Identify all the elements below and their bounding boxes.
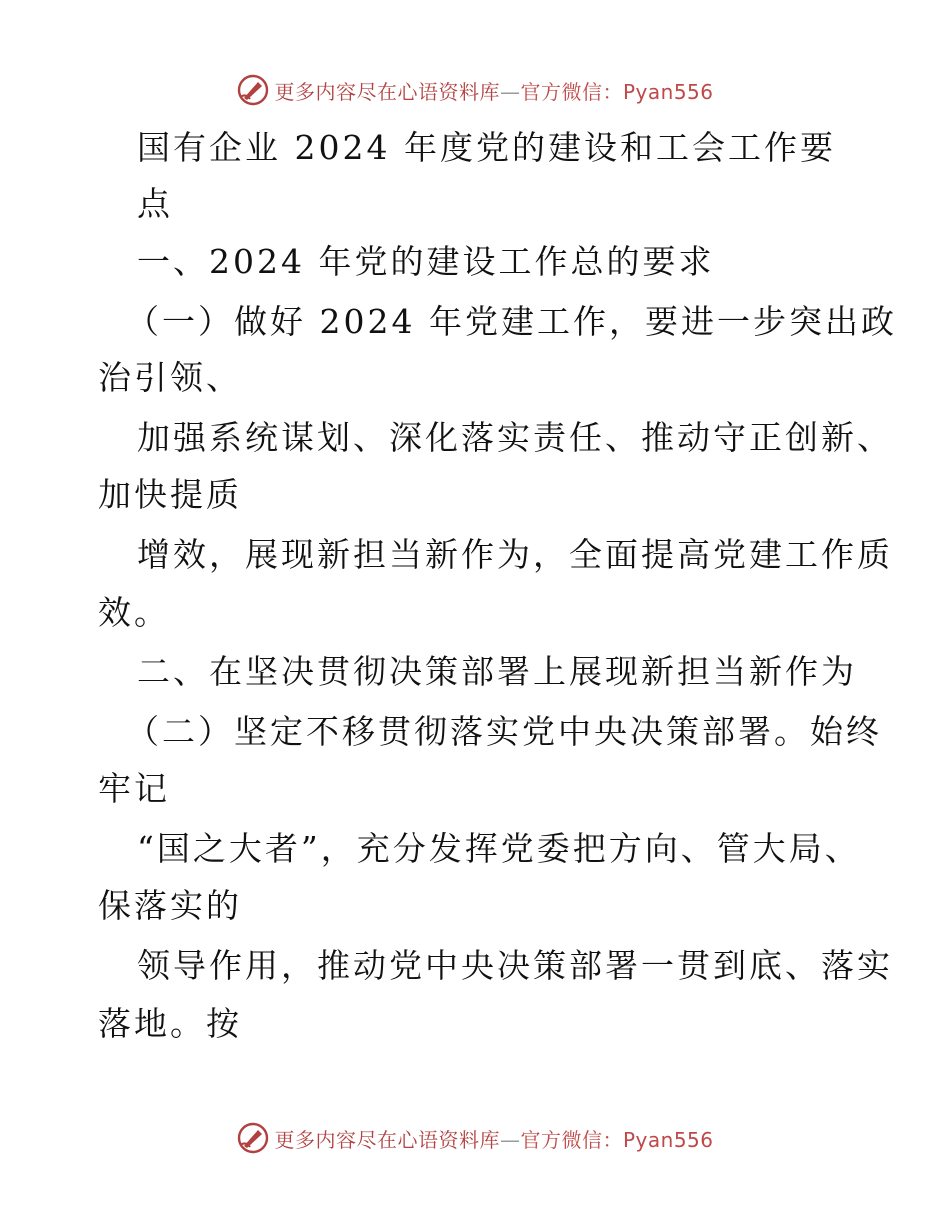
- footer-watermark-text: [274, 1124, 713, 1153]
- paragraph-line: 加强系统谋划、深化落实责任、推动守正创新、: [137, 418, 893, 457]
- paragraph-line: 领导作用，推动党中央决策部署一贯到底、落实: [137, 946, 893, 985]
- paragraph-line: 牢记: [98, 769, 170, 808]
- watermark-main-text: 更多内容尽在心语资料库: [274, 1127, 500, 1152]
- document-title-line-1: 国有企业 2024 年度党的建设和工会工作要: [137, 128, 836, 167]
- document-title-line-2: 点: [137, 184, 173, 223]
- section-heading-2: 二、在坚决贯彻决策部署上展现新担当新作为: [137, 652, 857, 691]
- paragraph-line: 保落实的: [98, 886, 242, 925]
- paragraph-line: 增效，展现新担当新作为，全面提高党建工作质: [137, 535, 893, 574]
- watermark-official-label: 官方微信：: [520, 79, 623, 104]
- paragraph-line: 落地。按: [98, 1004, 242, 1043]
- watermark-official-label: 官方微信：: [520, 1127, 623, 1152]
- watermark-wechat-id: Pyan556: [622, 1127, 714, 1152]
- footer-watermark-banner: [0, 1118, 950, 1158]
- watermark-dash: —: [499, 1127, 521, 1152]
- paragraph-line: 治引领、: [98, 358, 242, 397]
- watermark-dash: —: [499, 79, 521, 104]
- pen-nib-circle-icon: [236, 1121, 270, 1155]
- paragraph-line: （一）做好 2024 年党建工作，要进一步突出政: [126, 302, 897, 341]
- paragraph-line: “国之大者”，充分发挥党委把方向、管大局、: [137, 829, 861, 868]
- watermark-main-text: 更多内容尽在心语资料库: [274, 79, 500, 104]
- watermark-wechat-id: Pyan556: [622, 79, 714, 104]
- paragraph-line: 加快提质: [98, 475, 242, 514]
- paragraph-line: （二）坚定不移贯彻落实党中央决策部署。始终: [126, 712, 882, 751]
- section-heading-1: 一、2024 年党的建设工作总的要求: [137, 242, 715, 281]
- paragraph-line: 效。: [98, 593, 170, 632]
